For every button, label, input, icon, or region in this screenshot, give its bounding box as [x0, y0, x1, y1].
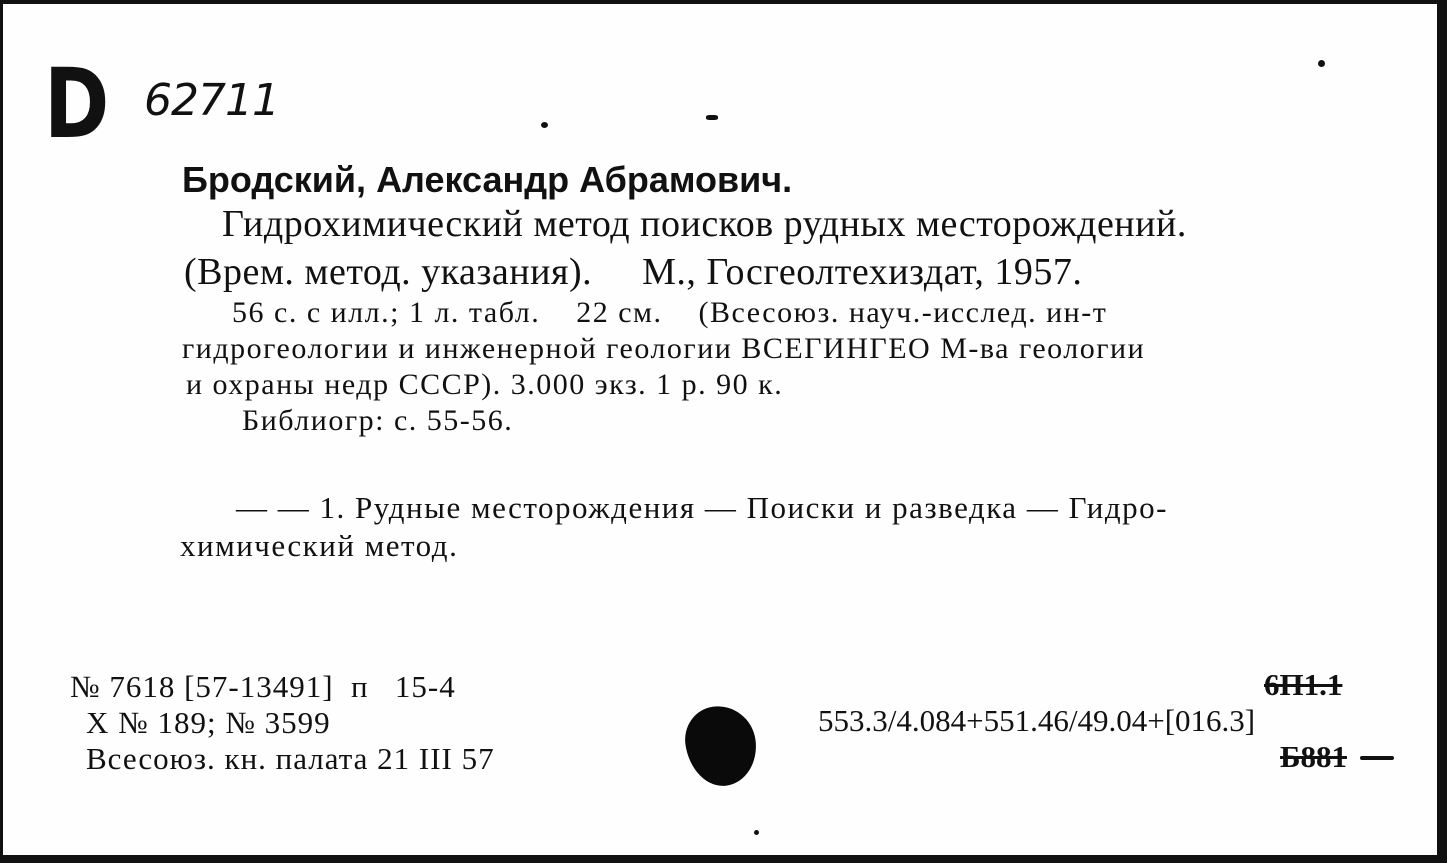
- registry-chamber-date: Всесоюз. кн. палата 21 III 57: [86, 741, 495, 776]
- card-border-top: [0, 0, 1447, 4]
- registry-reference: X № 189; № 3599: [86, 705, 331, 740]
- description-line-2: гидрогеологии и инженерной геологии ВСЕГИНГЕО М-ва геологии: [182, 332, 1146, 365]
- title-line-1: Гидрохимический метод поисков рудных месторождений.: [222, 203, 1187, 245]
- speck-mark: [754, 830, 759, 835]
- card-border-bottom: [0, 855, 1447, 863]
- card-border-right: [1437, 0, 1447, 863]
- subject-heading-line-1: — — 1. Рудные месторождения — Поиски и разведка — Гидро-: [236, 490, 1168, 525]
- author-heading: Бродский, Александр Абрамович.: [182, 159, 793, 200]
- ink-blot: [681, 702, 761, 791]
- card-border-left: [0, 0, 3, 863]
- speck-mark: [706, 115, 718, 120]
- udc-classification: 553.3/4.084+551.46/49.04+[016.3]: [818, 703, 1256, 738]
- speck-mark: [541, 122, 548, 128]
- bibliography-note: Библиогр: с. 55-56.: [242, 404, 514, 437]
- fund-letter: D: [44, 48, 108, 160]
- classification-code-top: 6П1.1: [1264, 667, 1343, 702]
- subject-heading-line-2: химический метод.: [180, 528, 459, 563]
- title-line-2: (Врем. метод. указания). М., Госгеолтехиздат, 1957.: [184, 251, 1083, 293]
- author-sign-code: Б881: [1280, 739, 1347, 774]
- registry-number: № 7618 [57-13491] п 15-4: [70, 669, 456, 704]
- speck-mark: [1318, 60, 1325, 67]
- description-line-3: и охраны недр СССР). 3.000 экз. 1 р. 90 к.: [186, 368, 784, 401]
- description-line-1: 56 с. с илл.; 1 л. табл. 22 см. (Всесоюз. науч.-исслед. ин-т: [232, 296, 1108, 329]
- handwritten-number: 62711: [144, 75, 279, 126]
- strike-tail-mark: [1360, 756, 1394, 760]
